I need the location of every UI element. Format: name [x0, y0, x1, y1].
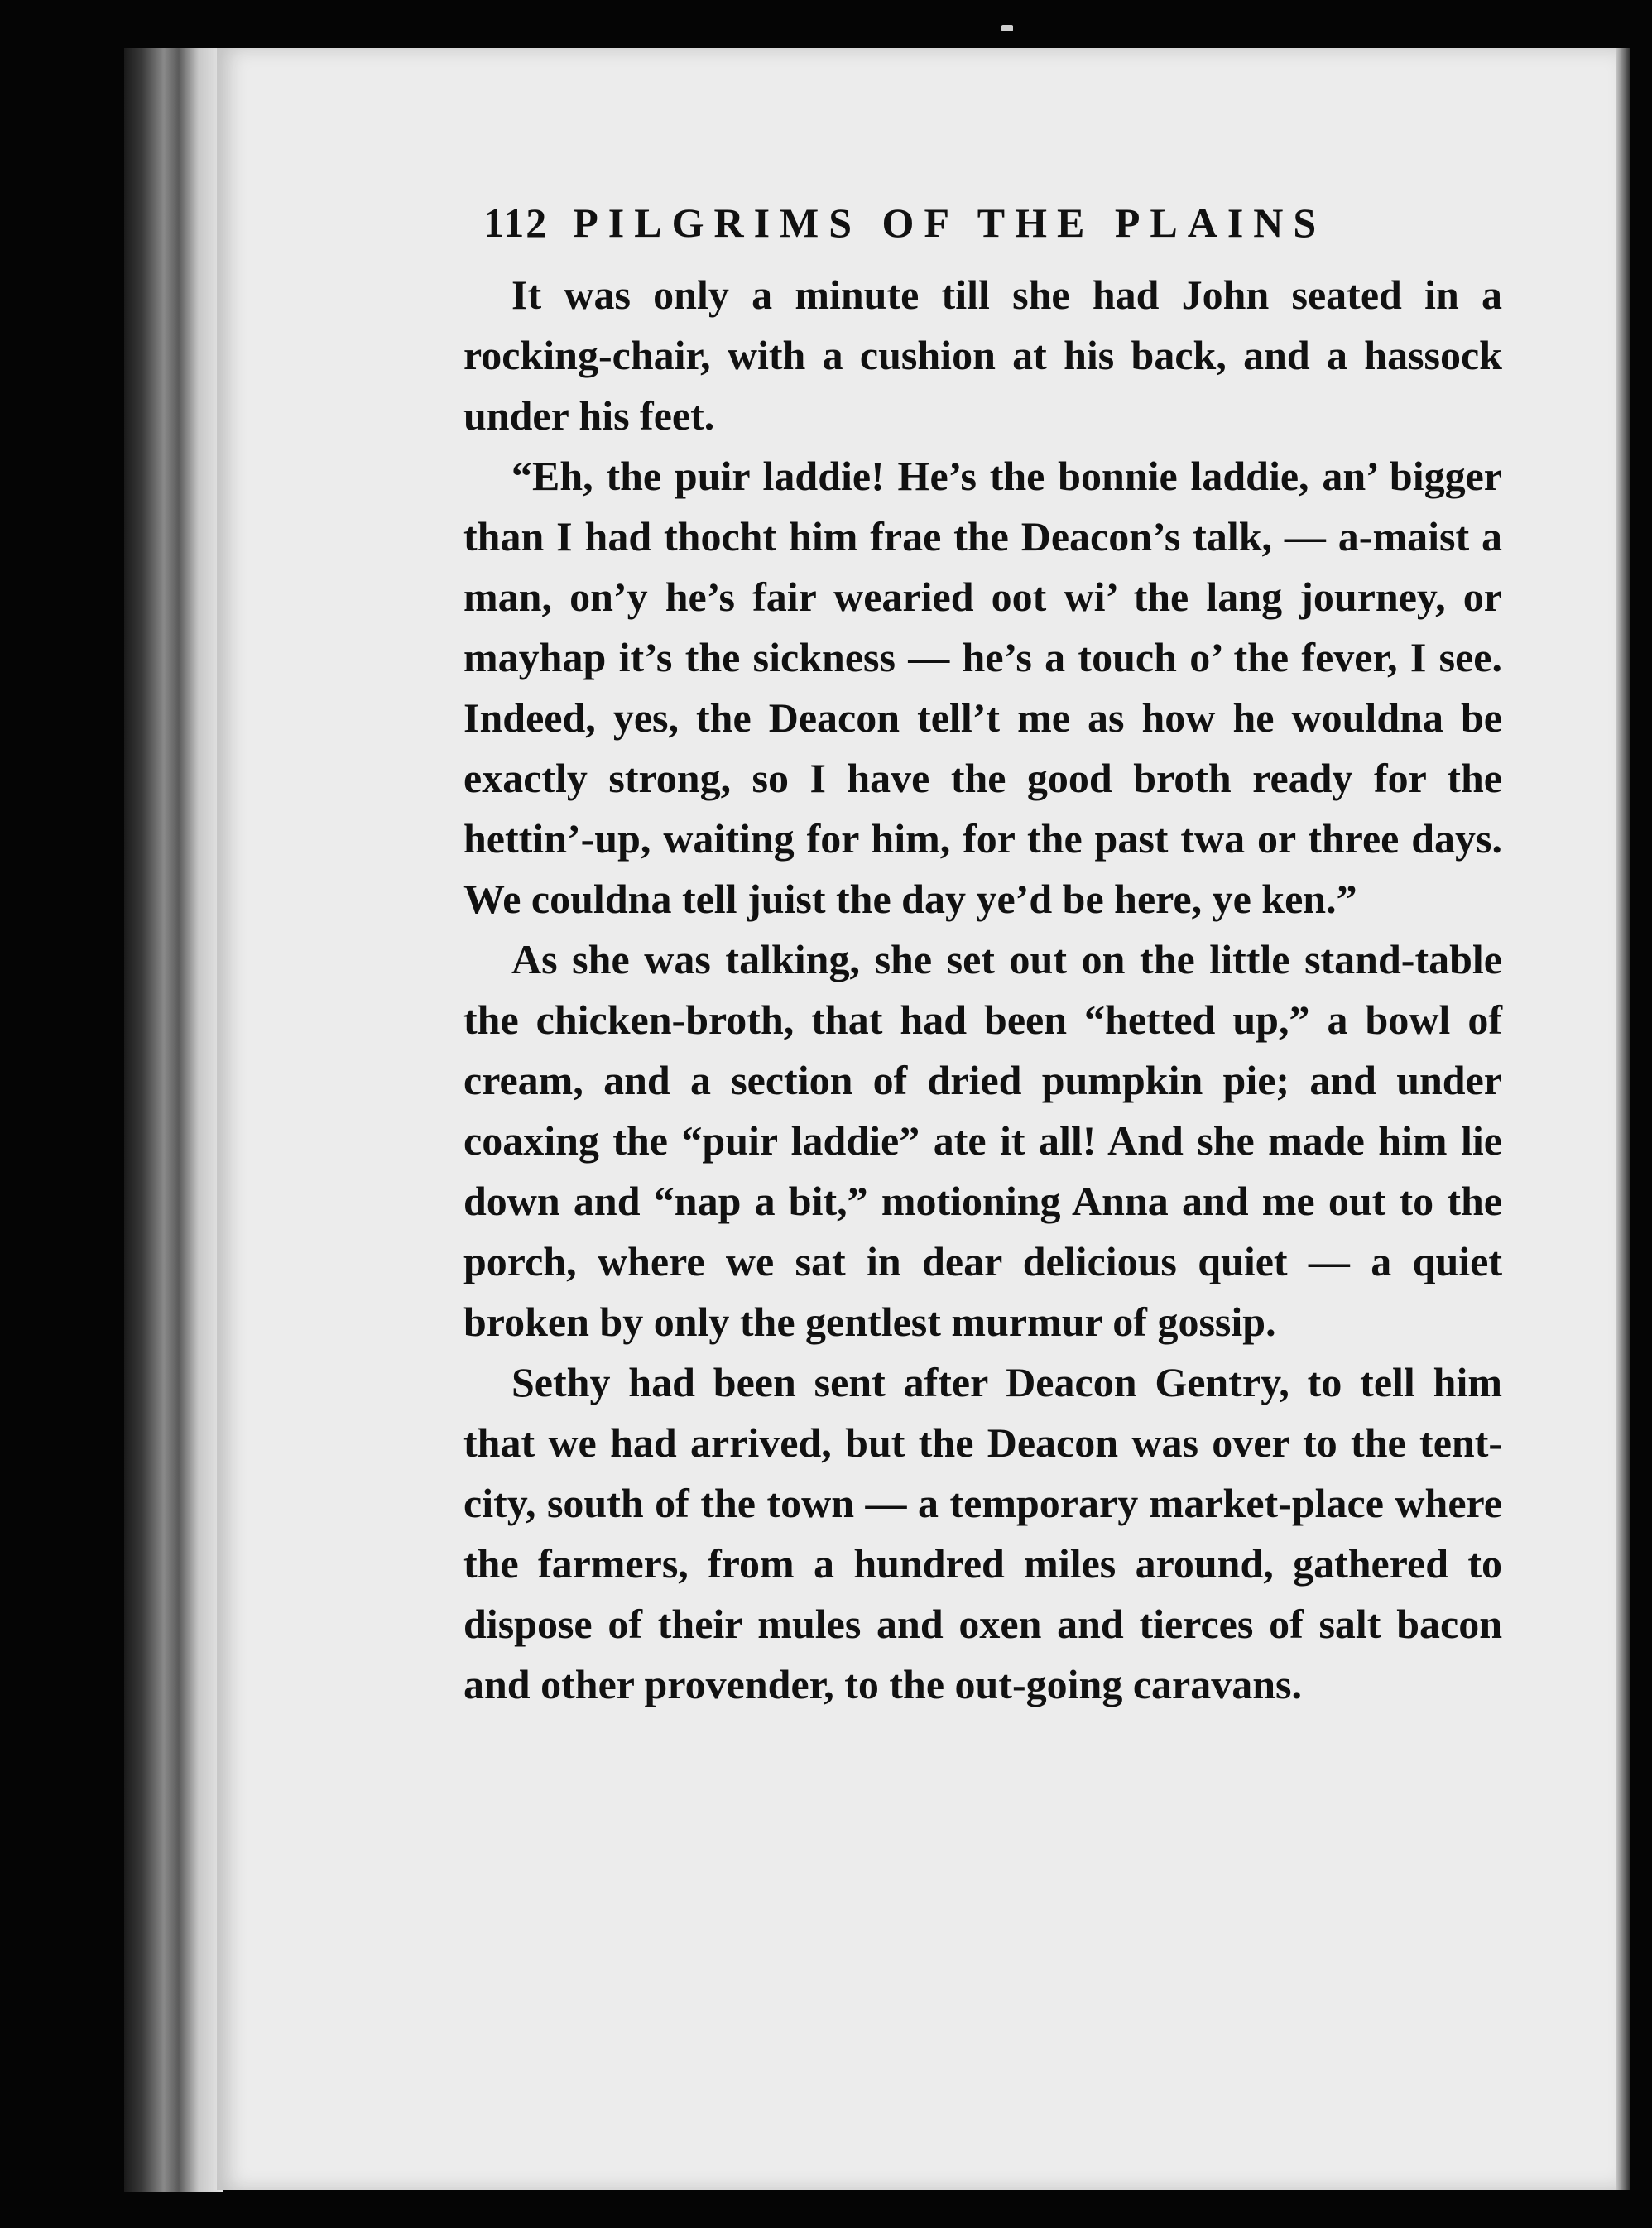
paragraph-4: Sethy had been sent after Deacon Gentry, to tell him that we had arrived, but the Deacon was over to the tent-city, south of the town — a temporary market-place where the farmers, from a hundred miles around, gathered to dispose of their mules and oxen and tierces of salt bacon and other provender, to the out-going caravans. [463, 1359, 1502, 1707]
running-head [483, 199, 1502, 247]
paragraph-3: As she was talking, she set out on the little stand-table the chicken-broth, that had been “hetted up,” a bowl of cream, and a section of dried pumpkin pie; and under coaxing the “puir laddie” ate it all! And she made him lie down and “nap a bit,” motioning Anna and me out to the porch, where we sat in dear delicious quiet — a quiet broken by only the gentlest murmur of gossip. [463, 936, 1502, 1345]
book-spine-edge [124, 48, 223, 2192]
scan-mark [1001, 25, 1013, 31]
book-title: PILGRIMS OF THE PLAINS [573, 199, 1327, 246]
page-right-edge [1616, 48, 1630, 2190]
page-number: 112 [483, 199, 549, 246]
paragraph-2: “Eh, the puir laddie! He’s the bonnie laddie, an’ bigger than I had thocht him frae the Deacon’s talk, — a-maist a man, on’y he’s fair wearied oot wi’ the lang journey, or mayhap it’s the sickness — he’s a touch o’ the fever, I see. Indeed, yes, the Deacon tell’t me as how he wouldna be exactly strong, so I have the good broth ready for the hettin’-up, waiting for him, for the past twa or three days. We couldna tell juist the day ye’d be here, ye ken.” [463, 453, 1502, 922]
paragraph-1: It was only a minute till she had John seated in a rocking-chair, with a cushion at his back, and a hassock under his feet. [463, 271, 1502, 439]
page-text-block [463, 199, 1502, 1715]
